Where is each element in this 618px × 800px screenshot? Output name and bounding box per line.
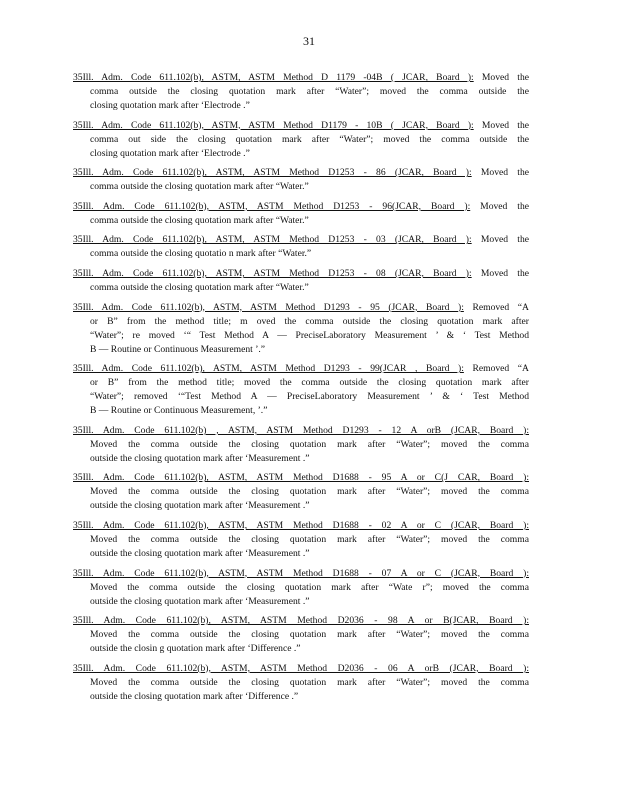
entry-text-line: comma outside the closing quotatio n mark after “Water.” <box>90 248 312 260</box>
revision-entry <box>73 119 529 161</box>
entry-citation-line: 35Ill. Adm. Code 611.102(b), ASTM, ASTM Method D1293 - 99(JCAR , Board ): Removed “A <box>73 363 529 375</box>
citation-underline: 35Ill. Adm. Code 611.102(b) , ASTM, ASTM Method D1293 - 12 A orB (JCAR, Board ): <box>73 424 529 436</box>
entry-text-line: comma out side the closing quotation mark after “Water”; moved the comma outside the <box>90 133 529 145</box>
entry-citation-line <box>73 614 529 628</box>
citation-underline: 35Ill. Adm. Code 611.102(b), ASTM, ASTM Method D1688 - 95 A or C(J CAR, Board ): <box>73 472 529 484</box>
revision-entries-list <box>73 71 529 709</box>
entry-text-line: “Water”; removed ‘“Test Method A — PreciseLaboratory Measurement ’ & ‘ Test Method <box>90 391 529 403</box>
entry-citation-line: 35Ill. Adm. Code 611.102(b), ASTM, ASTM Method D1253 - 08 (JCAR, Board ): Moved the <box>73 267 529 279</box>
revision-entry <box>73 614 529 656</box>
entry-text-line: comma outside the closing quotation mark after “Water.” <box>90 214 309 226</box>
entry-citation-line: 35Ill. Adm. Code 611.102(b), ASTM, ASTM Method D1293 - 95 (JCAR, Board ): Removed “A <box>73 301 529 313</box>
entry-text-line: comma outside the closing quotation mark after “Water.” <box>90 181 309 193</box>
entry-text-line: Moved the comma outside the closing quotation mark after “Water”; moved the comma <box>90 533 529 545</box>
entry-text-line: B — Routine or Continuous Measurement ’.” <box>90 343 266 355</box>
entry-text-line: or B” from the method title; m oved the comma outside the closing quotation mark after <box>90 315 529 327</box>
revision-entry <box>73 519 529 561</box>
entry-citation-line: 35Ill. Adm. Code 611.102(b), ASTM, ASTM Method D1179 - 10B ( JCAR, Board ): Moved the <box>73 119 529 131</box>
entry-text-line: outside the closing quotation mark after ‘Measurement .” <box>90 547 310 559</box>
entry-citation-line: 35Ill. Adm. Code 611.102(b), ASTM, ASTM Method D1253 - 86 (JCAR, Board ): Moved the <box>73 167 529 179</box>
entry-text-line: Moved the comma outside the closing quotation mark after “Wate r”; moved the comma <box>90 581 529 593</box>
revision-entry <box>73 424 529 466</box>
entry-citation-line: 35Ill. Adm. Code 611.102(b), ASTM, ASTM Method D 1179 -04B ( JCAR, Board ): Moved the <box>73 72 529 83</box>
entry-text-line: Moved the comma outside the closing quotation mark after “Water”; moved the comma <box>90 438 529 450</box>
revision-entry <box>73 267 529 295</box>
entry-citation-line <box>73 424 529 438</box>
entry-text-line: closing quotation mark after ‘Electrode .” <box>90 100 250 111</box>
entry-text-line: outside the closing quotation mark after ‘Measurement .” <box>90 452 310 464</box>
citation-underline: 35Ill. Adm. Code 611.102(b), ASTM, ASTM Method D1293 - 95 (JCAR, Board ): <box>73 301 464 313</box>
citation-underline: 35Ill. Adm. Code 611.102(b), ASTM, ASTM Method D1253 - 96(JCAR, Board ): <box>73 200 471 212</box>
citation-underline: 35Ill. Adm. Code 611.102(b), ASTM, ASTM Method D1253 - 03 (JCAR, Board ): <box>73 234 472 246</box>
citation-underline: 35Ill. Adm. Code 611.102(b), ASTM, ASTM Method D1253 - 86 (JCAR, Board ): <box>73 167 472 179</box>
entry-text-line: outside the closing quotation mark after ‘Difference .” <box>90 690 299 702</box>
revision-entry <box>73 362 529 418</box>
entry-citation-line <box>73 471 529 485</box>
entry-text-line: closing quotation mark after ‘Electrode .” <box>90 147 250 159</box>
revision-entry <box>73 233 529 261</box>
entry-text-line: outside the closing quotation mark after ‘Measurement .” <box>90 595 310 607</box>
entry-citation-line <box>73 519 529 533</box>
citation-underline: 35Ill. Adm. Code 611.102(b), ASTM, ASTM Method D1179 - 10B ( JCAR, Board ): <box>73 119 474 131</box>
entry-text-line: comma outside the closing quotation mark after “Water.” <box>90 281 309 293</box>
revision-entry <box>73 166 529 194</box>
revision-entry <box>73 471 529 513</box>
citation-underline: 35Ill. Adm. Code 611.102(b), ASTM, ASTM Method D1688 - 07 A or C (JCAR, Board ): <box>73 567 529 579</box>
citation-underline: 35Ill. Adm. Code 611.102(b), ASTM, ASTM Method D2036 - 06 A orB (JCAR, Board ): <box>73 662 529 674</box>
entry-text-line: outside the closing quotation mark after ‘Measurement .” <box>90 500 310 512</box>
entry-citation-line <box>73 567 529 581</box>
revision-entry <box>73 301 529 357</box>
entry-text-line: Moved the comma outside the closing quotation mark after “Water”; moved the comma <box>90 676 529 688</box>
citation-underline: 35Ill. Adm. Code 611.102(b), ASTM, ASTM Method D 1179 -04B ( JCAR, Board ): <box>73 72 474 83</box>
entry-text-line: Moved the comma outside the closing quotation mark after “Water”; moved the comma <box>90 486 529 498</box>
revision-entry <box>73 662 529 704</box>
entry-text-line: “Water”; re moved ‘“ Test Method A — PreciseLaboratory Measurement ’ & ‘ Test Method <box>90 329 529 341</box>
entry-text-line: B — Routine or Continuous Measurement, ’.” <box>90 405 268 417</box>
citation-underline: 35Ill. Adm. Code 611.102(b), ASTM, ASTM Method D1253 - 08 (JCAR, Board ): <box>73 267 472 279</box>
revision-entry <box>73 200 529 228</box>
entry-text-line: Moved the comma outside the closing quotation mark after “Water”; moved the comma <box>90 629 529 641</box>
entry-citation-line: 35Ill. Adm. Code 611.102(b), ASTM, ASTM Method D1253 - 96(JCAR, Board ): Moved the <box>73 200 529 212</box>
revision-entry <box>73 567 529 609</box>
citation-underline: 35Ill. Adm. Code 611.102(b), ASTM, ASTM Method D1293 - 99(JCAR , Board ): <box>73 363 464 375</box>
entry-text-line: comma outside the closing quotation mark after “Water”; moved the comma outside the <box>90 86 529 97</box>
entry-citation-line <box>73 662 529 676</box>
revision-entry <box>73 71 529 113</box>
entry-text-line: outside the closin g quotation mark after ‘Difference .” <box>90 643 301 655</box>
entry-text-line: or B” from the method title; moved the comma outside the closing quotation mark after <box>90 377 529 389</box>
entry-citation-line: 35Ill. Adm. Code 611.102(b), ASTM, ASTM Method D1253 - 03 (JCAR, Board ): Moved the <box>73 234 529 246</box>
citation-underline: 35Ill. Adm. Code 611.102(b), ASTM, ASTM Method D2036 - 98 A or B(JCAR, Board ): <box>73 615 529 627</box>
page-number: 31 <box>303 34 315 48</box>
citation-underline: 35Ill. Adm. Code 611.102(b), ASTM, ASTM Method D1688 - 02 A or C (JCAR, Board ): <box>73 519 529 531</box>
